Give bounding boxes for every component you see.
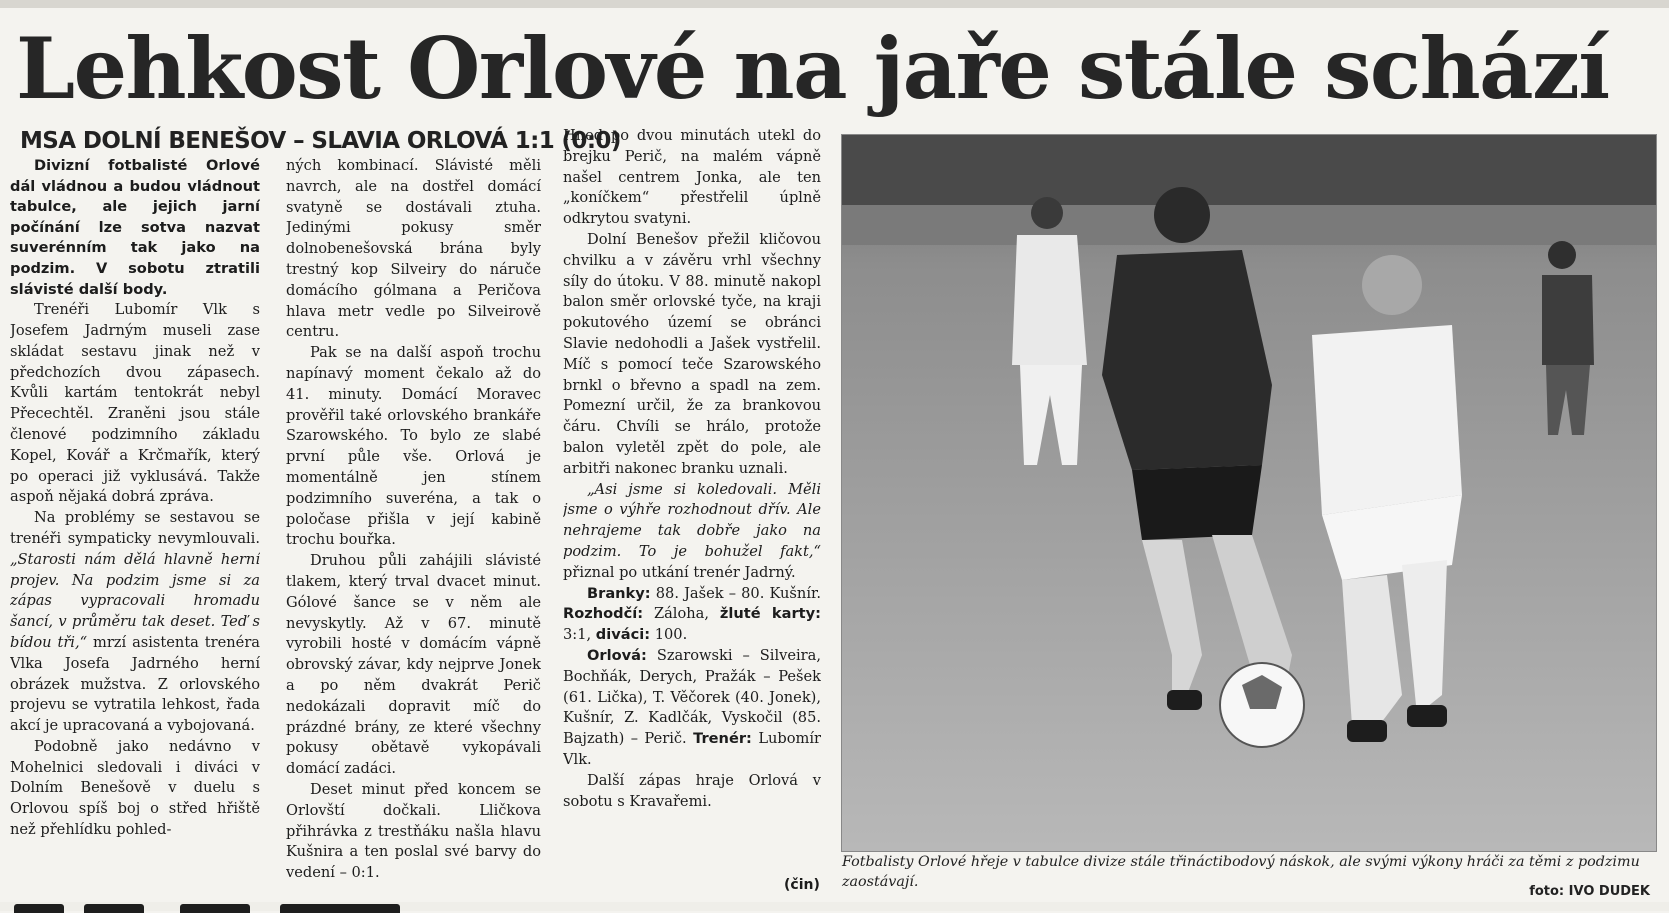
quote: „Starosti nám dělá hlavně herní projev. Na podzim jsme si za zápas vypracovali hromadu šancí, v průměru tak deset. Teď s bídou tři,“ <box>10 550 260 651</box>
photo-caption: Fotbalisty Orlové hřeje v tabulce divize stále třináctibodový náskok, ale svými výkony hráči za těmi z podzimu zaostávají. <box>842 854 1640 890</box>
photo-credit: foto: IVO DUDEK <box>1529 884 1650 899</box>
paragraph: Další zápas hraje Orlová v sobotu s Kravařemi. <box>563 771 821 810</box>
cards-label: žluté karty: <box>719 605 821 623</box>
article-column-2 <box>286 156 541 901</box>
paragraph: Druhou půli zahájili slávisté tlakem, který trval dvacet minut. Gólové šance se v něm ale nevyskytly. Až v 67. minutě vyrobili hosté v domácím vápně obrovský závar, kdy nejprve Jonek a po něm dvakrát Perič nedokázali dopravit míč do prázdné brány, ze které všechny pokusy obětavě vykopávali domácí zadáci. <box>286 552 541 778</box>
cards: 3:1, <box>563 626 592 644</box>
lineup-label: Orlová: <box>587 646 647 664</box>
spectators-label: diváci: <box>595 626 651 644</box>
paragraph: ných kombinací. Slávisté měli navrch, ale na dostřel domácí svatyně se dostávali ztuha. Jedinými pokusy směr dolnobenešovská brána byly trestný kop Silveiry do náruče domácího gólmana a Peričova hlava metr vedle po Silveirově centru. <box>286 157 541 341</box>
match-photo <box>841 134 1657 852</box>
cut-letter <box>84 904 144 913</box>
paragraph: Dolní Benešov přežil kličovou chvilku a v závěru vrhl všechny síly do útoku. V 88. minutě nakopl balon směr orlovské tyče, na kraji pokutového území se obránci Slavie nedohodli a Jašek vystřelil. Míč s pomocí teče Szarowského brnkl o břevno a spadl na zem. Pomezní určil, že za brankovou čáru. Chvíli se hrálo, protože balon vyletěl zpět do pole, ale arbitři nakonec branku uznali. <box>563 230 821 477</box>
goals: 88. Jašek – 80. Kušnír. <box>655 584 821 602</box>
next-article-cut-off <box>0 902 1669 911</box>
paragraph: Trenéři Lubomír Vlk s Josefem Jadrným museli zase skládat sestavu jinak než v předchozích dvou zápasech. Kvůli kartám tentokrát nebyl Přecechtěl. Zraněni jsou stále členové podzimního základu Kopel, Kovář a Krčmařík, který po operaci již vyklusává. Takže aspoň nějaká dobrá zpráva. <box>10 301 260 506</box>
article-column-1 <box>10 156 260 901</box>
coach: Lubomír Vlk. <box>563 730 821 768</box>
paragraph: Deset minut před koncem se Orlovští dočkali. Lličkova přihrávka z trestňáku našla hlavu Kušnira a ten poslal své barvy do vedení – 0:1. <box>286 780 541 882</box>
referee: Záloha, <box>653 605 710 623</box>
text: přiznal po utkání trenér Jadrný. <box>563 563 796 581</box>
cut-letter <box>180 904 250 913</box>
match-subhead: MSA DOLNÍ BENEŠOV – SLAVIA ORLOVÁ 1:1 (0:0) <box>20 128 621 154</box>
lineup <box>563 646 821 771</box>
referee-label: Rozhodčí: <box>563 605 644 623</box>
cut-letter <box>14 904 64 913</box>
quote: „Asi jsme si koledovali. Měli jsme o výhře rozhodnout dřív. Ale nehrajeme tak dobře jako na podzim. To je bohužel fakt,“ <box>563 480 821 560</box>
stadium-background <box>842 135 1656 205</box>
article-lead: Divizní fotbalisté Orlové dál vládnou a budou vládnout tabulce, ale jejich jarní počínání lze sotva nazvat suverénním tak jako na podzim. V sobotu ztratili slávisté další body. <box>10 157 260 298</box>
article-column-3 <box>563 126 821 901</box>
goals-label: Branky: <box>587 584 651 602</box>
football-players-illustration <box>842 135 1656 851</box>
paragraph <box>10 508 260 737</box>
spectators: 100. <box>654 626 688 644</box>
text: Na problémy se sestavou se trenéři sympaticky nevymlouvali. <box>10 509 260 547</box>
match-facts <box>563 584 821 646</box>
page-top-edge <box>0 0 1669 8</box>
cut-letter <box>280 904 400 913</box>
coach-label: Trenér: <box>693 730 752 748</box>
paragraph: Hned po dvou minutách utekl do brejku Perič, na malém vápně našel centrem Jonka, ale ten „koníčkem“ přestřelil úplně odkrytou svatyni. <box>563 127 821 228</box>
stand-band <box>842 205 1656 245</box>
paragraph: Podobně jako nedávno v Mohelnici sledovali i diváci v Dolním Benešově v duelu s Orlovou spíš boj o střed hřiště než přehlídku pohled- <box>10 737 260 839</box>
author-signature: (čin) <box>784 877 820 893</box>
text: mrzí asistenta trenéra Vlka Josefa Jadrného herní obrázek mužstva. Z orlovského projevu se vytratila lehkost, řada akcí je upracovaná a vybojovaná. <box>10 633 260 735</box>
football <box>1220 663 1304 747</box>
lineup-players: Szarowski – Silveira, Bochňák, Derych, Pražák – Pešek (61. Lička), T. Věčorek (40. Jonek), Kušnír, Z. Kadlčák, Vyskočil (85. Bajzath) – Perič. <box>563 646 821 748</box>
headline: Lehkost Orlové na jaře stále schází <box>16 19 1609 118</box>
paragraph: Pak se na další aspoň trochu napínavý moment čekalo až do 41. minuty. Domácí Moravec prověřil také orlovského brankáře Szarowského. To bylo ze slabé první půle vše. Orlová je momentálně jen stínem podzimního suveréna, a tak o poločase přišla v její kabině trochu bouřka. <box>286 344 541 549</box>
paragraph <box>563 480 821 584</box>
